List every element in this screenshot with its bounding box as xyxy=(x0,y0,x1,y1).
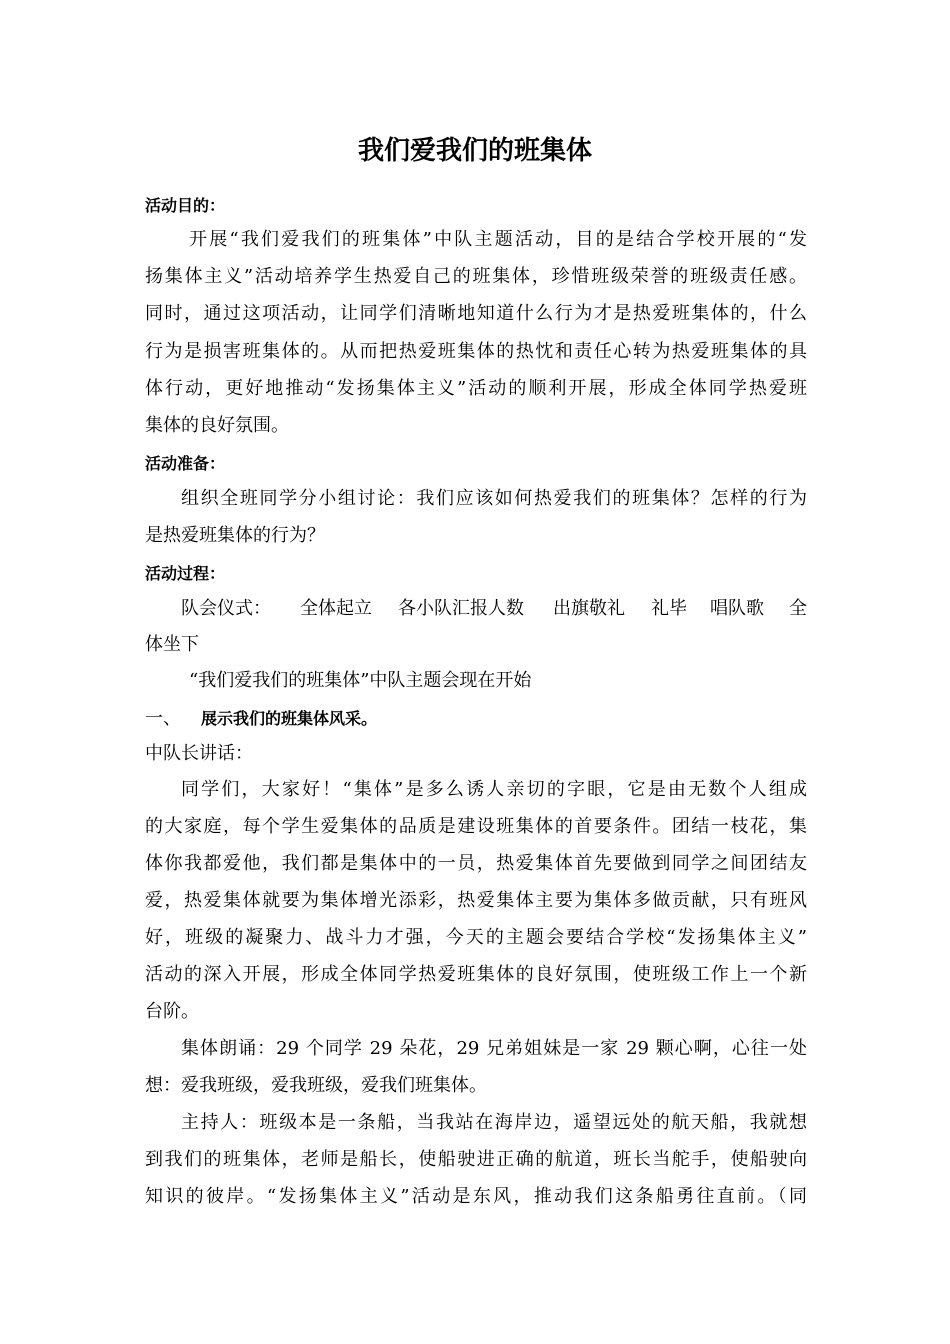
section-title: 展示我们的班集体风采。 xyxy=(201,709,378,728)
ceremony-item: 全体起立 xyxy=(300,598,372,619)
document-title: 我们爱我们的班集体 xyxy=(357,136,592,166)
ceremony-item: 礼毕 xyxy=(651,598,687,619)
prep-line: 是热爱班集体的行为？ xyxy=(145,525,325,546)
recital-line: 想：爱我班级，爱我班级，爱我们班集体。 xyxy=(145,1075,487,1096)
host-line: 知识的彼岸。“发扬集体主义”活动是东风，推动我们这条船勇往直前。（同 xyxy=(145,1186,807,1207)
ceremony-item: 各小队汇报人数 xyxy=(398,598,524,619)
recital-line: 集体朗诵：29 个同学 29 朵花，29 兄弟姐妹是一家 29 颗心啊，心往一处 xyxy=(181,1038,807,1059)
purpose-line: 扬集体主义”活动培养学生热爱自己的班集体，珍惜班级荣誉的班级责任感。 xyxy=(145,266,807,287)
host-line: 主持人：班级本是一条船，当我站在海岸边，遥望远处的航天船，我就想 xyxy=(181,1112,807,1133)
purpose-line: 体行动，更好地推动“发扬集体主义”活动的顺利开展，形成全体同学热爱班 xyxy=(145,378,807,399)
purpose-line: 同时，通过这项活动，让同学们清晰地知道什么行为才是热爱班集体的，什么 xyxy=(145,303,807,324)
prep-heading: 活动准备： xyxy=(145,454,226,473)
meeting-start: “我们爱我们的班集体”中队主题会现在开始 xyxy=(189,670,532,691)
prep-line: 组织全班同学分小组讨论：我们应该如何热爱我们的班集体？怎样的行为 xyxy=(181,488,807,509)
speaker-label: 中队长讲话： xyxy=(145,743,253,764)
ceremony-item: 全 xyxy=(789,598,807,619)
speech-line: 的大家庭，每个学生爱集体的品质是建设班集体的首要条件。团结一枝花，集 xyxy=(145,816,807,837)
ceremony-label: 队会仪式： xyxy=(181,598,271,619)
purpose-line: 行为是损害班集体的。从而把热爱班集体的热忱和责任心转为热爱班集体的具 xyxy=(145,341,807,362)
purpose-line: 开展“我们爱我们的班集体”中队主题活动，目的是结合学校开展的“发 xyxy=(189,229,807,250)
speech-line: 体你我都爱他，我们都是集体中的一员，热爱集体首先要做到同学之间团结友 xyxy=(145,853,807,874)
ceremony-item: 唱队歌 xyxy=(710,598,764,619)
speech-line: 好，班级的凝聚力、战斗力才强，今天的主题会要结合学校“发扬集体主义” xyxy=(145,927,807,948)
purpose-line: 集体的良好氛围。 xyxy=(145,415,289,436)
process-heading: 活动过程： xyxy=(145,564,226,583)
purpose-heading: 活动目的： xyxy=(145,196,226,215)
host-line: 到我们的班集体，老师是船长，使船驶进正确的航道，班长当舵手，使船驶向 xyxy=(145,1149,807,1170)
speech-line: 台阶。 xyxy=(145,1001,199,1022)
speech-line: 爱，热爱集体就要为集体增光添彩，热爱集体主要为集体多做贡献，只有班风 xyxy=(145,890,807,911)
ceremony-continuation: 体坐下 xyxy=(145,634,199,655)
speech-line: 活动的深入开展，形成全体同学热爱班集体的良好氛围，使班级工作上一个新 xyxy=(145,964,807,985)
ceremony-item: 出旗敬礼 xyxy=(553,598,625,619)
section-number: 一、 xyxy=(145,708,181,729)
speech-line: 同学们，大家好！“集体”是多么诱人亲切的字眼，它是由无数个人组成 xyxy=(181,779,807,800)
